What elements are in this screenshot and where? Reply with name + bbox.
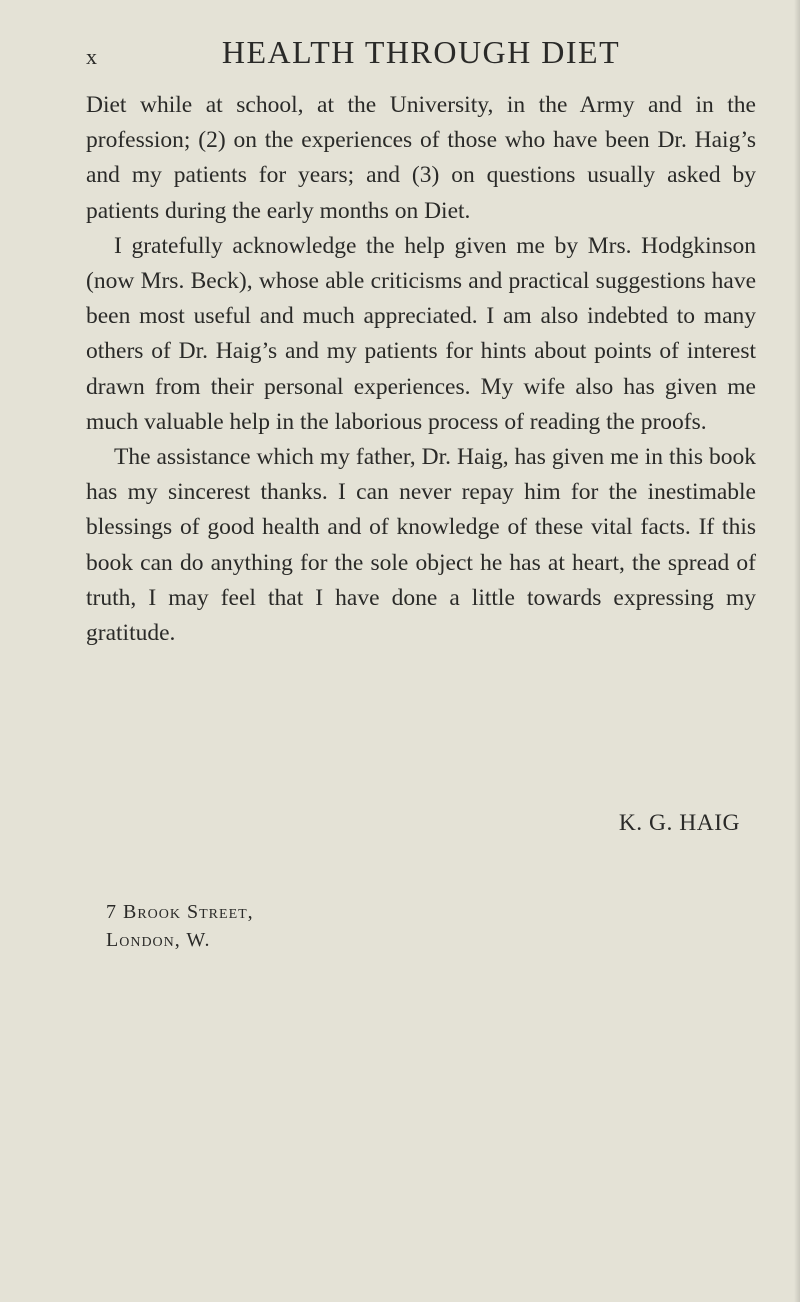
author-address <box>106 898 254 954</box>
address-line-2: London, W. <box>106 929 211 951</box>
running-head <box>86 34 756 74</box>
page-number: x <box>86 44 97 69</box>
paragraph-2: I gratefully acknowledge the help given me by Mrs. Hodgkinson (now Mrs. Beck), whose able criticisms and practical suggestions have been most useful and much appreciated. I am also indebted to many others of Dr. Haig’s and my patients for hints about points of interest drawn from their personal experiences. My wife also has given me much valuable help in the laborious process of reading the proofs. <box>86 232 756 435</box>
page-edge-shadow <box>794 0 800 1302</box>
address-line-1: 7 Brook Street, <box>106 901 254 923</box>
author-signature: K. G. HAIG <box>618 810 740 836</box>
running-title: HEALTH THROUGH DIET <box>221 34 621 70</box>
paragraph-1: Diet while at school, at the University, in the Army and in the profession; (2) on the experiences of those who have been Dr. Haig’s and my patients for years; and (3) on questions usually asked by patients during the early months on Diet. <box>86 92 756 224</box>
body-text <box>86 88 756 651</box>
paragraph-3: The assistance which my father, Dr. Haig, has given me in this book has my sincerest thanks. I can never repay him for the inestimable blessings of good health and of knowledge of these vital facts. If this book can do anything for the sole object he has at heart, the spread of truth, I may feel that I have done a little towards expressing my gratitude. <box>86 444 756 647</box>
